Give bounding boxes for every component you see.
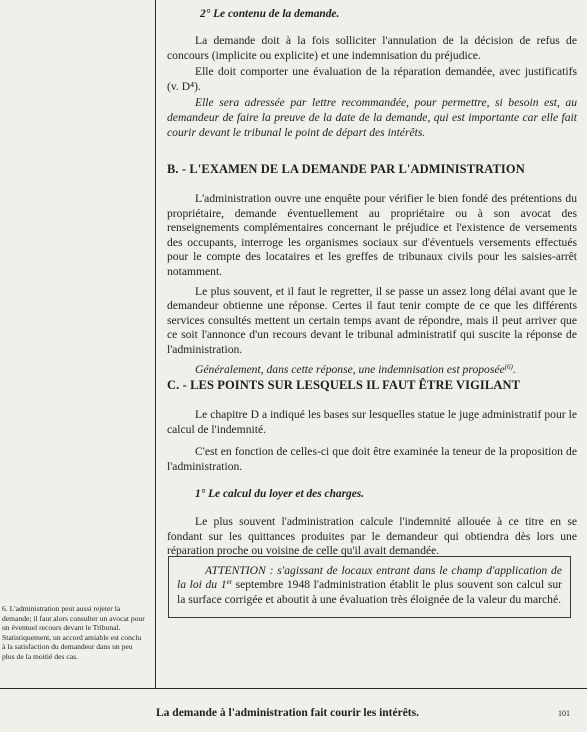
sub-heading: 1° Le calcul du loyer et des charges. <box>195 488 365 500</box>
paragraph: Le plus souvent, et il faut le regretter, il se passe un assez long délai avant que le demandeur obtienne une réponse. Certes il faut tenir compte de ce que les différents services consultés mettent un certain temps avant de répondre, mais il peut arriver que ce soit l'annonce d'un recours devant le tribunal administratif qui suscite la réponse de l'administration. <box>167 284 577 356</box>
section-c-heading: C. - LES POINTS SUR LESQUELS IL FAUT ÊTRE VIGILANT <box>167 378 521 392</box>
paragraph: Elle sera adressée par lettre recommandée, pour permettre, si besoin est, au demandeur de faire la preuve de la date de la demande, qui est importante car elle fait courir devant le tribunal le point de départ des intérêts. <box>167 96 577 139</box>
paragraph: L'administration ouvre une enquête pour vérifier le bien fondé des prétentions du propriétaire, demande éventuellement au propriétaire ou à son avocat des renseignements complémentaires concernant le préjudice et l'existence de versements des occupants, interroge les organismes sociaux sur d'éventuels versements effectués pour le compte des locataires et les greffes de tribunaux civils pour les saisies-arrêt notamment. <box>167 192 577 278</box>
paragraph: Généralement, dans cette réponse, une indemnisation est proposée$^{(6)}$. <box>195 362 516 376</box>
page-footer <box>0 700 587 722</box>
paragraph: C'est en fonction de celles-ci que doit être examinée la teneur de la proposition de l'administration. <box>167 445 577 473</box>
footnote: 6. L'administration peut aussi rejeter la demande; il faut alors consulter un avocat pour un éventuel recours devant le Tribunal. Statistiquement, un accord amiable est conclu à la satisfaction du demandeur dans un peu plus de la moitié des cas. <box>2 604 145 661</box>
section-c-body <box>167 408 577 474</box>
paragraph: La demande doit à la fois solliciter l'annulation de la décision de refus de concours (implicite ou explicite) et une indemnisation du préjudice. <box>167 34 577 62</box>
section-2-body <box>167 34 577 140</box>
section-c-body-2 <box>167 515 577 559</box>
section-b-heading: B. - L'EXAMEN DE LA DEMANDE PAR L'ADMINISTRATION <box>167 162 525 176</box>
footnote-ref[interactable]: (6) <box>504 362 513 371</box>
section-2-heading: 2° Le contenu de la demande. <box>200 8 340 20</box>
column-divider <box>155 0 156 688</box>
paragraph: Le chapitre D a indiqué les bases sur lesquelles statue le juge administratif pour le calcul de l'indemnité. <box>167 408 577 436</box>
attention-label: ATTENTION <box>205 564 266 577</box>
footer-rule <box>0 688 587 689</box>
running-title: La demande à l'administration fait courir les intérêts. <box>156 707 419 719</box>
attention-text: ATTENTION : s'agissant de locaux entrant dans le champ d'application de la loi du 1er septembre 1948 l'administration établit le plus souvent son calcul sur la surface corrigée et aboutit à une évaluation très éloignée de la valeur du marché. <box>177 564 562 606</box>
attention-box <box>168 556 571 618</box>
paragraph: Le plus souvent l'administration calcule l'indemnité allouée à ce titre en se fondant sur les quittances produites par le demandeur qui obtiendra dès lors une réparation proche ou voisine de celle qu'il avait demandée. <box>167 515 577 558</box>
page-number: 101 <box>558 709 570 718</box>
section-b-body <box>167 192 577 377</box>
paragraph: Elle doit comporter une évaluation de la réparation demandée, avec justificatifs (v. D⁴). <box>167 65 577 93</box>
